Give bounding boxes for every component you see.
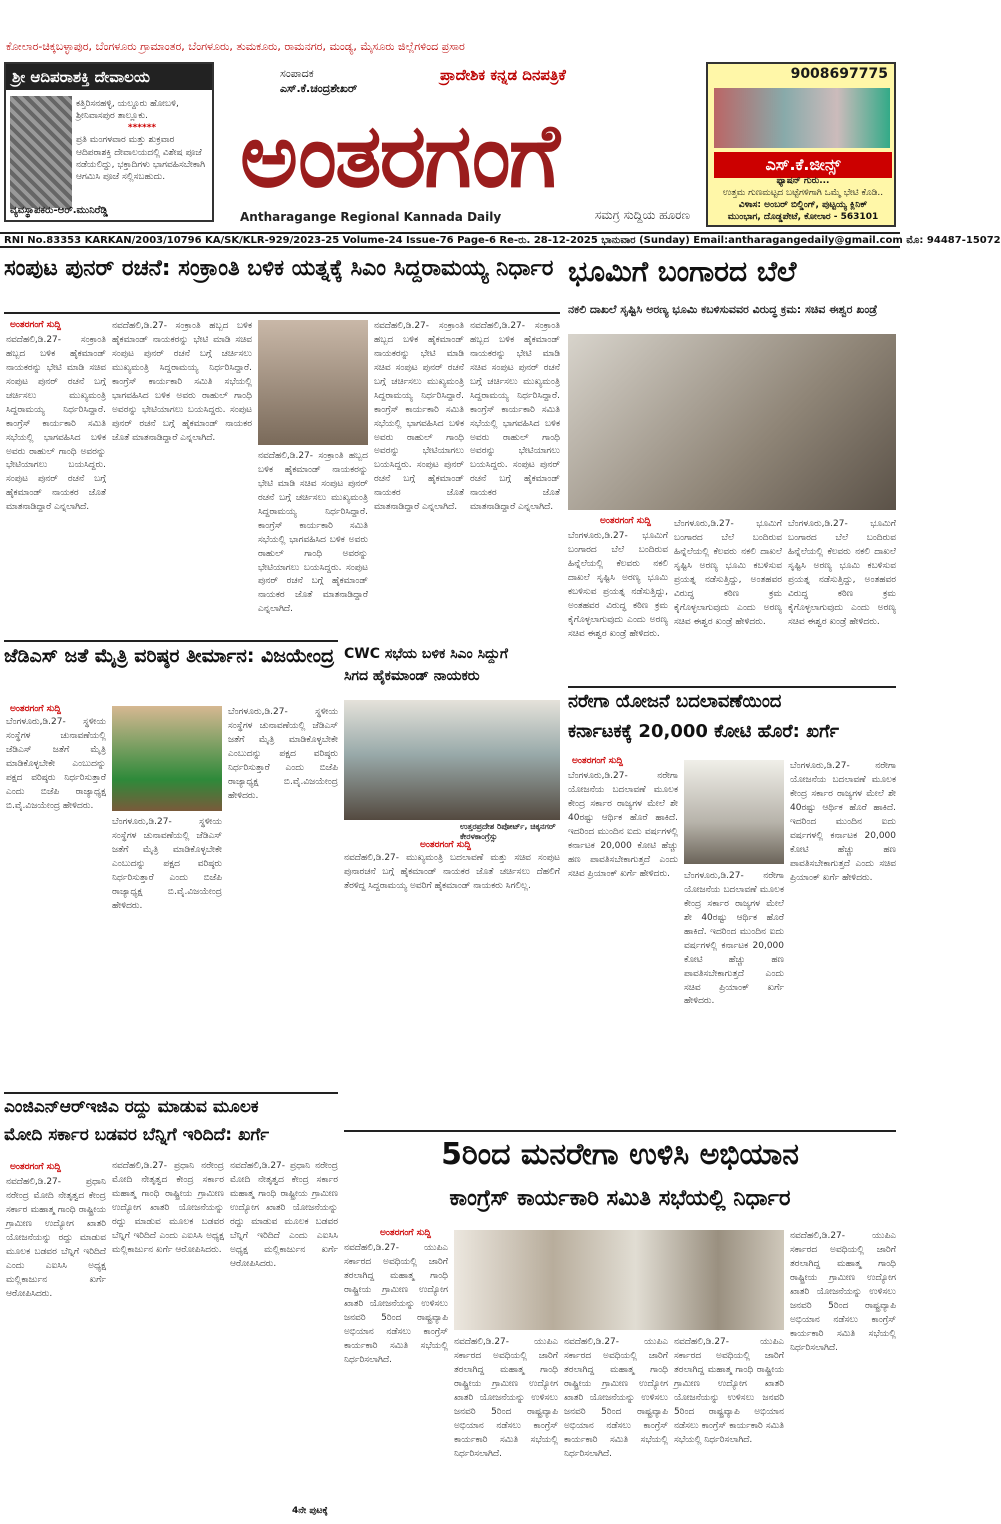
story6-col2: ನವದೆಹಲಿ,ಡಿ.27- ಪ್ರಧಾನಿ ನರೇಂದ್ರ ಮೋದಿ ನೇತೃತ್ವದ ಕೇಂದ್ರ ಸರ್ಕಾರ ಮಹಾತ್ಮ ಗಾಂಧಿ ರಾಷ್ಟ್ರೀಯ ಗ್ರಾಮೀಣ ಉದ್ಯೋಗ ಖಾತರಿ ಯೋಜನೆಯನ್ನು ರದ್ದು ಮಾಡುವ ಮೂಲಕ ಬಡವರ ಬೆನ್ನಿಗೆ ಇರಿದಿದೆ ಎಂದು ಎಐಸಿಸಿ ಅಧ್ಯಕ್ಷ ಮಲ್ಲಿಕಾರ್ಜುನ ಖರ್ಗೆ ಆರೋಪಿಸಿದರು. <box>112 1161 224 1255</box>
story2-col1: ಬೆಂಗಳೂರು,ಡಿ.27- ಭೂಮಿಗೆ ಬಂಗಾರದ ಬೆಲೆ ಬಂದಿರುವ ಹಿನ್ನೆಲೆಯಲ್ಲಿ ಕೆಲವರು ನಕಲಿ ದಾಖಲೆ ಸೃಷ್ಟಿಸಿ ಅರಣ್ಯ ಭೂಮಿ ಕಬಳಿಸುವ ಪ್ರಯತ್ನ ನಡೆಸುತ್ತಿದ್ದು, ಅಂತಹವರ ವಿರುದ್ಧ ಕಠಿಣ ಕ್ರಮ ಕೈಗೊಳ್ಳಲಾಗುವುದು ಎಂದು ಅರಣ್ಯ ಸಚಿವ ಈಶ್ವರ ಖಂಡ್ರೆ ಹೇಳಿದರು. <box>568 531 668 639</box>
ad-line2: ವಿಳಾಸ: ಅಂಬರ್ ಬಿಲ್ಡಿಂಗ್, ಪುಟ್ಟಯ್ಯ ಕ್ಲಿನಿಕ್ <box>738 200 868 210</box>
story7-headline-line2: ಕಾಂಗ್ರೆಸ್ ಕಾರ್ಯಕಾರಿ ಸಮಿತಿ ಸಭೆಯಲ್ಲಿ ನಿರ್ಧಾರ <box>449 1186 791 1211</box>
story2-byline: ಅಂತರಗಂಗೆ ಸುದ್ದಿ <box>600 516 651 526</box>
circulation-line: ಕೋಲಾರ-ಚಿಕ್ಕಬಳ್ಳಾಪುರ, ಬೆಂಗಳೂರು ಗ್ರಾಮಾಂತರ, ಬೆಂಗಳೂರು, ತುಮಕೂರು, ರಾಮನಗರ, ಮಂಡ್ಯ, ಮೈಸೂರು ಜಿಲ್ಲೆಗಳಿಂದ ಪ್ರಸಾರ <box>6 40 465 53</box>
story3-col2: ಬೆಂಗಳೂರು,ಡಿ.27- ಸ್ಥಳೀಯ ಸಂಸ್ಥೆಗಳ ಚುನಾವಣೆಯಲ್ಲಿ ಜೆಡಿಎಸ್ ಜತೆಗೆ ಮೈತ್ರಿ ಮಾಡಿಕೊಳ್ಳಬೇಕೇ ಎಂಬುದನ್ನು ಪಕ್ಷದ ವರಿಷ್ಠರು ನಿರ್ಧರಿಸುತ್ತಾರೆ ಎಂದು ಬಿಜೆಪಿ ರಾಜ್ಯಾಧ್ಯಕ್ಷ ಬಿ.ವೈ.ವಿಜಯೇಂದ್ರ ಹೇಳಿದರು. <box>112 817 222 911</box>
story1-rule <box>4 312 560 314</box>
story4-byline: ಅಂತರಗಂಗೆ ಸುದ್ದಿ <box>420 840 471 850</box>
story6-byline: ಅಂತರಗಂಗೆ ಸುದ್ದಿ <box>10 1162 61 1172</box>
story4-headline-line1: CWC ಸಭೆಯ ಬಳಿಕ ಸಿಎಂ ಸಿದ್ದುಗೆ <box>344 646 508 662</box>
shop-photo <box>714 88 890 148</box>
masthead <box>220 60 700 230</box>
forest-minister-meeting-photo <box>568 334 896 510</box>
ad-line3: ಮುಂಭಾಗ, ದೊಡ್ಡಪೇಟೆ, ಕೋಲಾರ - 563101 <box>727 212 879 222</box>
story1-headline: ಸಂಪುಟ ಪುನರ್ ರಚನೆ: ಸಂಕ್ರಾಂತಿ ಬಳಿಕ ಯತ್ನಕ್ಕೆ ಸಿಎಂ ಸಿದ್ದರಾಮಯ್ಯ ನಿರ್ಧಾರ <box>4 256 554 281</box>
story4-caption: ಉತ್ತರಪ್ರದೇಶ ರಿಪೋರ್ಟ್, ಚಿಕ್ಕನಗರ್ ಕೇರಳಕಾಂಗ್ರೆಸ್ಸು <box>460 822 556 841</box>
story3-col1: ಬೆಂಗಳೂರು,ಡಿ.27- ಸ್ಥಳೀಯ ಸಂಸ್ಥೆಗಳ ಚುನಾವಣೆಯಲ್ಲಿ ಜೆಡಿಎಸ್ ಜತೆಗೆ ಮೈತ್ರಿ ಮಾಡಿಕೊಳ್ಳಬೇಕೇ ಎಂಬುದನ್ನು ಪಕ್ಷದ ವರಿಷ್ಠರು ನಿರ್ಧರಿಸುತ್ತಾರೆ ಎಂದು ಬಿಜೆಪಿ ರಾಜ್ಯಾಧ್ಯಕ್ಷ ಬಿ.ವೈ.ವಿಜಯೇಂದ್ರ ಹೇಳಿದರು. <box>6 717 106 811</box>
story6-headline-line1: ಎಂಜಿಎನ್‌ಆರ್‌ಇಜಿಎ ರದ್ದು ಮಾಡುವ ಮೂಲಕ <box>4 1097 259 1117</box>
ad-sub: ಫ್ಯಾಷನ್ ಗುರು... <box>776 176 830 186</box>
temple-manager: ವ್ಯವಸ್ಥಾಪಕರು-ಆರ್.ಮುನಿರೆಡ್ಡಿ <box>10 205 108 216</box>
editor-block <box>280 66 357 97</box>
story7-byline: ಅಂತರಗಂಗೆ ಸುದ್ದಿ <box>380 1228 431 1238</box>
story7-col4: ನವದೆಹಲಿ,ಡಿ.27- ಯುಪಿಎ ಸರ್ಕಾರದ ಅವಧಿಯಲ್ಲಿ ಜಾರಿಗೆ ತರಲಾಗಿದ್ದ ಮಹಾತ್ಮ ಗಾಂಧಿ ರಾಷ್ಟ್ರೀಯ ಗ್ರಾಮೀಣ ಉದ್ಯೋಗ ಖಾತರಿ ಯೋಜನೆಯನ್ನು ಉಳಿಸಲು ಜನವರಿ 5ರಿಂದ ರಾಷ್ಟ್ರವ್ಯಾಪಿ ಅಭಿಯಾನ ನಡೆಸಲು ಕಾಂಗ್ರೆಸ್ ಕಾರ್ಯಕಾರಿ ಸಮಿತಿ ಸಭೆಯಲ್ಲಿ ನಿರ್ಧರಿಸಲಾಗಿದೆ. <box>674 1337 784 1445</box>
story3-byline: ಅಂತರಗಂಗೆ ಸುದ್ದಿ <box>10 704 61 714</box>
story7-col3: ನವದೆಹಲಿ,ಡಿ.27- ಯುಪಿಎ ಸರ್ಕಾರದ ಅವಧಿಯಲ್ಲಿ ಜಾರಿಗೆ ತರಲಾಗಿದ್ದ ಮಹಾತ್ಮ ಗಾಂಧಿ ರಾಷ್ಟ್ರೀಯ ಗ್ರಾಮೀಣ ಉದ್ಯೋಗ ಖಾತರಿ ಯೋಜನೆಯನ್ನು ಉಳಿಸಲು ಜನವರಿ 5ರಿಂದ ರಾಷ್ಟ್ರವ್ಯಾಪಿ ಅಭಿಯಾನ ನಡೆಸಲು ಕಾಂಗ್ರೆಸ್ ಕಾರ್ಯಕಾರಿ ಸಮಿತಿ ಸಭೆಯಲ್ಲಿ ನಿರ್ಧರಿಸಲಾಗಿದೆ. <box>564 1337 668 1459</box>
kharge-photo <box>684 760 784 864</box>
story5-headline-line2: ಕರ್ನಾಟಕಕ್ಕೆ 20,000 ಕೋಟಿ ಹೊರೆ: ಖರ್ಗೆ <box>568 721 839 742</box>
logo-text: ಅಂತರಗಂಗೆ <box>240 103 558 207</box>
story2-headline: ಭೂಮಿಗೆ ಬಂಗಾರದ ಬೆಲೆ <box>568 255 797 288</box>
story1-col1: ನವದೆಹಲಿ,ಡಿ.27- ಸಂಕ್ರಾಂತಿ ಹಬ್ಬದ ಬಳಿಕ ಹೈಕಮಾಂಡ್ ನಾಯಕರನ್ನು ಭೇಟಿ ಮಾಡಿ ಸಚಿವ ಸಂಪುಟ ಪುನರ್ ರಚನೆ ಬಗ್ಗೆ ಚರ್ಚಿಸಲು ಮುಖ್ಯಮಂತ್ರಿ ಸಿದ್ದರಾಮಯ್ಯ ನಿರ್ಧರಿಸಿದ್ದಾರೆ. ಕಾಂಗ್ರೆಸ್ ಕಾರ್ಯಕಾರಿ ಸಮಿತಿ ಸಭೆಯಲ್ಲಿ ಭಾಗವಹಿಸಿದ ಬಳಿಕ ಅವರು ರಾಹುಲ್ ಗಾಂಧಿ ಅವರನ್ನು ಭೇಟಿಯಾಗಲು ಬಯಸಿದ್ದರು. ಸಂಪುಟ ಪುನರ್ ರಚನೆ ಬಗ್ಗೆ ಹೈಕಮಾಂಡ್ ನಾಯಕರ ಜೊತೆ ಮಾತನಾಡಿದ್ದಾರೆ ಎನ್ನಲಾಗಿದೆ. <box>6 335 106 513</box>
registration-bar: RNI No.83353 KARKAN/2003/10796 KA/SK/KLR-929/2023-25 Volume-24 Issue-76 Page-6 Re-ರು. 28-12-2025 ಭಾನುವಾರ (Sunday) Email:antharagangedaily@gmail.com ಮೊ: 94487-15072 <box>0 232 900 248</box>
top-strip <box>0 0 900 60</box>
story7-col2: ನವದೆಹಲಿ,ಡಿ.27- ಯುಪಿಎ ಸರ್ಕಾರದ ಅವಧಿಯಲ್ಲಿ ಜಾರಿಗೆ ತರಲಾಗಿದ್ದ ಮಹಾತ್ಮ ಗಾಂಧಿ ರಾಷ್ಟ್ರೀಯ ಗ್ರಾಮೀಣ ಉದ್ಯೋಗ ಖಾತರಿ ಯೋಜನೆಯನ್ನು ಉಳಿಸಲು ಜನವರಿ 5ರಿಂದ ರಾಷ್ಟ್ರವ್ಯಾಪಿ ಅಭಿಯಾನ ನಡೆಸಲು ಕಾಂಗ್ರೆಸ್ ಕಾರ್ಯಕಾರಿ ಸಮಿತಿ ಸಭೆಯಲ್ಲಿ ನಿರ್ಧರಿಸಲಾಗಿದೆ. <box>454 1337 558 1459</box>
story6-continued: 4ನೇ ಪುಟಕ್ಕೆ <box>292 1506 328 1516</box>
editor-name: ಎಸ್.ಕೆ.ಚಂದ್ರಶೇಖರ್ <box>280 82 358 96</box>
temple-ad-stars: ****** <box>127 123 157 134</box>
story1-col3: ನವದೆಹಲಿ,ಡಿ.27- ಸಂಕ್ರಾಂತಿ ಹಬ್ಬದ ಬಳಿಕ ಹೈಕಮಾಂಡ್ ನಾಯಕರನ್ನು ಭೇಟಿ ಮಾಡಿ ಸಚಿವ ಸಂಪುಟ ಪುನರ್ ರಚನೆ ಬಗ್ಗೆ ಚರ್ಚಿಸಲು ಮುಖ್ಯಮಂತ್ರಿ ಸಿದ್ದರಾಮಯ್ಯ ನಿರ್ಧರಿಸಿದ್ದಾರೆ. ಕಾಂಗ್ರೆಸ್ ಕಾರ್ಯಕಾರಿ ಸಮಿತಿ ಸಭೆಯಲ್ಲಿ ಭಾಗವಹಿಸಿದ ಬಳಿಕ ಅವರು ರಾಹುಲ್ ಗಾಂಧಿ ಅವರನ್ನು ಭೇಟಿಯಾಗಲು ಬಯಸಿದ್ದರು. ಸಂಪುಟ ಪುನರ್ ರಚನೆ ಬಗ್ಗೆ ಹೈಕಮಾಂಡ್ ನಾಯಕರ ಜೊತೆ ಮಾತನಾಡಿದ್ದಾರೆ ಎನ್ನಲಾಗಿದೆ. <box>258 451 368 615</box>
story7-headline-line1: 5ರಿಂದ ಮನರೇಗಾ ಉಳಿಸಿ ಅಭಿಯಾನ <box>441 1137 799 1172</box>
story5-col3: ಬೆಂಗಳೂರು,ಡಿ.27- ನರೇಗಾ ಯೋಜನೆಯ ಬದಲಾವಣೆ ಮೂಲಕ ಕೇಂದ್ರ ಸರ್ಕಾರ ರಾಜ್ಯಗಳ ಮೇಲೆ ಶೇ 40ರಷ್ಟು ಆರ್ಥಿಕ ಹೊರೆ ಹಾಕಿದೆ. ಇದರಿಂದ ಮುಂದಿನ ಐದು ವರ್ಷಗಳಲ್ಲಿ ಕರ್ನಾಟಕ 20,000 ಕೋಟಿ ಹೆಚ್ಚು ಹಣ ಪಾವತಿಸಬೇಕಾಗುತ್ತದೆ ಎಂದು ಸಚಿವ ಪ್ರಿಯಾಂಕ್ ಖರ್ಗೆ ಹೇಳಿದರು. <box>790 761 896 883</box>
story1-col2: ನವದೆಹಲಿ,ಡಿ.27- ಸಂಕ್ರಾಂತಿ ಹಬ್ಬದ ಬಳಿಕ ಹೈಕಮಾಂಡ್ ನಾಯಕರನ್ನು ಭೇಟಿ ಮಾಡಿ ಸಚಿವ ಸಂಪುಟ ಪುನರ್ ರಚನೆ ಬಗ್ಗೆ ಚರ್ಚಿಸಲು ಮುಖ್ಯಮಂತ್ರಿ ಸಿದ್ದರಾಮಯ್ಯ ನಿರ್ಧರಿಸಿದ್ದಾರೆ. ಕಾಂಗ್ರೆಸ್ ಕಾರ್ಯಕಾರಿ ಸಮಿತಿ ಸಭೆಯಲ್ಲಿ ಭಾಗವಹಿಸಿದ ಬಳಿಕ ಅವರು ರಾಹುಲ್ ಗಾಂಧಿ ಅವರನ್ನು ಭೇಟಿಯಾಗಲು ಬಯಸಿದ್ದರು. ಸಂಪುಟ ಪುನರ್ ರಚನೆ ಬಗ್ಗೆ ಹೈಕಮಾಂಡ್ ನಾಯಕರ ಜೊತೆ ಮಾತನಾಡಿದ್ದಾರೆ ಎನ್ನಲಾಗಿದೆ. <box>112 321 252 443</box>
english-title: Antharagange Regional Kannada Daily <box>240 210 502 224</box>
ad-line1: ಉತ್ತಮ ಗುಣಮಟ್ಟದ ಬಟ್ಟೆಗಳಿಗಾಗಿ ಒಮ್ಮೆ ಭೇಟಿ ಕೊಡಿ.. <box>722 188 884 198</box>
story3-col3: ಬೆಂಗಳೂರು,ಡಿ.27- ಸ್ಥಳೀಯ ಸಂಸ್ಥೆಗಳ ಚುನಾವಣೆಯಲ್ಲಿ ಜೆಡಿಎಸ್ ಜತೆಗೆ ಮೈತ್ರಿ ಮಾಡಿಕೊಳ್ಳಬೇಕೇ ಎಂಬುದನ್ನು ಪಕ್ಷದ ವರಿಷ್ಠರು ನಿರ್ಧರಿಸುತ್ತಾರೆ ಎಂದು ಬಿಜೆಪಿ ರಾಜ್ಯಾಧ್ಯಕ್ಷ ಬಿ.ವೈ.ವಿಜಯೇಂದ್ರ ಹೇಳಿದರು. <box>228 707 338 801</box>
story4-body: ನವದೆಹಲಿ,ಡಿ.27- ಮುಖ್ಯಮಂತ್ರಿ ಬದಲಾವಣೆ ಮತ್ತು ಸಚಿವ ಸಂಪುಟ ಪುನಾರಚನೆ ಬಗ್ಗೆ ಹೈಕಮಾಂಡ್ ನಾಯಕರ ಜೊತೆ ಚರ್ಚಿಸಲು ದೆಹಲಿಗೆ ತೆರಳಿದ್ದ ಸಿದ್ದರಾಮಯ್ಯ ಅವರಿಗೆ ಹೈಕಮಾಂಡ್ ನಾಯಕರು ಸಿಗಲಿಲ್ಲ. <box>344 853 560 891</box>
story3-rule <box>4 640 338 642</box>
story3-headline: ಜೆಡಿಎಸ್ ಜತೆ ಮೈತ್ರಿ ವರಿಷ್ಠರ ತೀರ್ಮಾನ: ವಿಜಯೇಂದ್ರ <box>4 645 335 667</box>
story7-col5: ನವದೆಹಲಿ,ಡಿ.27- ಯುಪಿಎ ಸರ್ಕಾರದ ಅವಧಿಯಲ್ಲಿ ಜಾರಿಗೆ ತರಲಾಗಿದ್ದ ಮಹಾತ್ಮ ಗಾಂಧಿ ರಾಷ್ಟ್ರೀಯ ಗ್ರಾಮೀಣ ಉದ್ಯೋಗ ಖಾತರಿ ಯೋಜನೆಯನ್ನು ಉಳಿಸಲು ಜನವರಿ 5ರಿಂದ ರಾಷ್ಟ್ರವ್ಯಾಪಿ ಅಭಿಯಾನ ನಡೆಸಲು ಕಾಂಗ್ರೆಸ್ ಕಾರ್ಯಕಾರಿ ಸಮಿತಿ ಸಭೆಯಲ್ಲಿ ನಿರ್ಧರಿಸಲಾಗಿದೆ. <box>790 1231 896 1353</box>
vijayendra-photo <box>112 706 222 811</box>
story1-byline: ಅಂತರಗಂಗೆ ಸುದ್ದಿ <box>10 320 61 330</box>
temple-ad-text <box>76 98 208 183</box>
story6-headline-line2: ಮೋದಿ ಸರ್ಕಾರ ಬಡವರ ಬೆನ್ನಿಗೆ ಇರಿದಿದೆ: ಖರ್ಗೆ <box>4 1125 270 1145</box>
story5-rule <box>568 686 896 688</box>
temple-ad-body: ಪ್ರತಿ ಮಂಗಳವಾರ ಮತ್ತು ಶುಕ್ರವಾರ ಆದಿಪರಾಶಕ್ತಿ ದೇವಾಲಯದಲ್ಲಿ ವಿಶೇಷ ಪೂಜೆ ನಡೆಯಲಿದ್ದು, ಭಕ್ತಾದಿಗಳು ಭಾಗವಹಿಸಬೇಕಾಗಿ ಆಗಮಿಸಿ ಪೂಜೆ ಸಲ್ಲಿಸಬಹುದು. <box>76 135 206 182</box>
story6-rule <box>4 1092 338 1094</box>
cwc-meeting-photo <box>344 700 560 820</box>
jeans-advertisement <box>706 62 896 227</box>
cwc-group-photo <box>454 1230 784 1330</box>
editor-label: ಸಂಪಾದಕ <box>280 67 314 80</box>
deity-image <box>10 96 72 208</box>
story2-col3: ಬೆಂಗಳೂರು,ಡಿ.27- ಭೂಮಿಗೆ ಬಂಗಾರದ ಬೆಲೆ ಬಂದಿರುವ ಹಿನ್ನೆಲೆಯಲ್ಲಿ ಕೆಲವರು ನಕಲಿ ದಾಖಲೆ ಸೃಷ್ಟಿಸಿ ಅರಣ್ಯ ಭೂಮಿ ಕಬಳಿಸುವ ಪ್ರಯತ್ನ ನಡೆಸುತ್ತಿದ್ದು, ಅಂತಹವರ ವಿರುದ್ಧ ಕಠಿಣ ಕ್ರಮ ಕೈಗೊಳ್ಳಲಾಗುವುದು ಎಂದು ಅರಣ್ಯ ಸಚಿವ ಈಶ್ವರ ಖಂಡ್ರೆ ಹೇಳಿದರು. <box>788 519 896 627</box>
story7-col1: ನವದೆಹಲಿ,ಡಿ.27- ಯುಪಿಎ ಸರ್ಕಾರದ ಅವಧಿಯಲ್ಲಿ ಜಾರಿಗೆ ತರಲಾಗಿದ್ದ ಮಹಾತ್ಮ ಗಾಂಧಿ ರಾಷ್ಟ್ರೀಯ ಗ್ರಾಮೀಣ ಉದ್ಯೋಗ ಖಾತರಿ ಯೋಜನೆಯನ್ನು ಉಳಿಸಲು ಜನವರಿ 5ರಿಂದ ರಾಷ್ಟ್ರವ್ಯಾಪಿ ಅಭಿಯಾನ ನಡೆಸಲು ಕಾಂಗ್ರೆಸ್ ಕಾರ್ಯಕಾರಿ ಸಮಿತಿ ಸಭೆಯಲ್ಲಿ ನಿರ್ಧರಿಸಲಾಗಿದೆ. <box>344 1243 448 1365</box>
story1-col4: ನವದೆಹಲಿ,ಡಿ.27- ಸಂಕ್ರಾಂತಿ ಹಬ್ಬದ ಬಳಿಕ ಹೈಕಮಾಂಡ್ ನಾಯಕರನ್ನು ಭೇಟಿ ಮಾಡಿ ಸಚಿವ ಸಂಪುಟ ಪುನರ್ ರಚನೆ ಬಗ್ಗೆ ಚರ್ಚಿಸಲು ಮುಖ್ಯಮಂತ್ರಿ ಸಿದ್ದರಾಮಯ್ಯ ನಿರ್ಧರಿಸಿದ್ದಾರೆ. ಕಾಂಗ್ರೆಸ್ ಕಾರ್ಯಕಾರಿ ಸಮಿತಿ ಸಭೆಯಲ್ಲಿ ಭಾಗವಹಿಸಿದ ಬಳಿಕ ಅವರು ರಾಹುಲ್ ಗಾಂಧಿ ಅವರನ್ನು ಭೇಟಿಯಾಗಲು ಬಯಸಿದ್ದರು. ಸಂಪುಟ ಪುನರ್ ರಚನೆ ಬಗ್ಗೆ ಹೈಕಮಾಂಡ್ ನಾಯಕರ ಜೊತೆ ಮಾತನಾಡಿದ್ದಾರೆ ಎನ್ನಲಾಗಿದೆ. <box>374 321 464 513</box>
ad-phone: 9008697775 <box>790 66 888 82</box>
siddaramaiah-photo <box>258 320 368 445</box>
newspaper-logo <box>240 100 700 210</box>
masthead-tagline: ಪ್ರಾದೇಶಿಕ ಕನ್ನಡ ದಿನಪತ್ರಿಕೆ <box>440 66 566 84</box>
story6-col3: ನವದೆಹಲಿ,ಡಿ.27- ಪ್ರಧಾನಿ ನರೇಂದ್ರ ಮೋದಿ ನೇತೃತ್ವದ ಕೇಂದ್ರ ಸರ್ಕಾರ ಮಹಾತ್ಮ ಗಾಂಧಿ ರಾಷ್ಟ್ರೀಯ ಗ್ರಾಮೀಣ ಉದ್ಯೋಗ ಖಾತರಿ ಯೋಜನೆಯನ್ನು ರದ್ದು ಮಾಡುವ ಮೂಲಕ ಬಡವರ ಬೆನ್ನಿಗೆ ಇರಿದಿದೆ ಎಂದು ಎಐಸಿಸಿ ಅಧ್ಯಕ್ಷ ಮಲ್ಲಿಕಾರ್ಜುನ ಖರ್ಗೆ ಆರೋಪಿಸಿದರು. <box>230 1161 338 1269</box>
story2-subheadline: ನಕಲಿ ದಾಖಲೆ ಸೃಷ್ಟಿಸಿ ಅರಣ್ಯ ಭೂಮಿ ಕಬಳಿಸುವವರ ವಿರುದ್ಧ ಕ್ರಮ: ಸಚಿವ ಈಶ್ವರ ಖಂಡ್ರೆ <box>568 303 878 316</box>
story4-headline-line2: ಸಿಗದ ಹೈಕಮಾಂಡ್ ನಾಯಕರು <box>344 668 480 684</box>
story1-col5: ನವದೆಹಲಿ,ಡಿ.27- ಸಂಕ್ರಾಂತಿ ಹಬ್ಬದ ಬಳಿಕ ಹೈಕಮಾಂಡ್ ನಾಯಕರನ್ನು ಭೇಟಿ ಮಾಡಿ ಸಚಿವ ಸಂಪುಟ ಪುನರ್ ರಚನೆ ಬಗ್ಗೆ ಚರ್ಚಿಸಲು ಮುಖ್ಯಮಂತ್ರಿ ಸಿದ್ದರಾಮಯ್ಯ ನಿರ್ಧರಿಸಿದ್ದಾರೆ. ಕಾಂಗ್ರೆಸ್ ಕಾರ್ಯಕಾರಿ ಸಮಿತಿ ಸಭೆಯಲ್ಲಿ ಭಾಗವಹಿಸಿದ ಬಳಿಕ ಅವರು ರಾಹುಲ್ ಗಾಂಧಿ ಅವರನ್ನು ಭೇಟಿಯಾಗಲು ಬಯಸಿದ್ದರು. ಸಂಪುಟ ಪುನರ್ ರಚನೆ ಬಗ್ಗೆ ಹೈಕಮಾಂಡ್ ನಾಯಕರ ಜೊತೆ ಮಾತನಾಡಿದ್ದಾರೆ ಎನ್ನಲಾಗಿದೆ. <box>470 321 560 513</box>
story6-col1: ನವದೆಹಲಿ,ಡಿ.27- ಪ್ರಧಾನಿ ನರೇಂದ್ರ ಮೋದಿ ನೇತೃತ್ವದ ಕೇಂದ್ರ ಸರ್ಕಾರ ಮಹಾತ್ಮ ಗಾಂಧಿ ರಾಷ್ಟ್ರೀಯ ಗ್ರಾಮೀಣ ಉದ್ಯೋಗ ಖಾತರಿ ಯೋಜನೆಯನ್ನು ರದ್ದು ಮಾಡುವ ಮೂಲಕ ಬಡವರ ಬೆನ್ನಿಗೆ ಇರಿದಿದೆ ಎಂದು ಎಐಸಿಸಿ ಅಧ್ಯಕ್ಷ ಮಲ್ಲಿಕಾರ್ಜುನ ಖರ್ಗೆ ಆರೋಪಿಸಿದರು. <box>6 1177 106 1299</box>
masthead-slogan: ಸಮಗ್ರ ಸುದ್ದಿಯ ಹೂರಣ <box>594 208 690 222</box>
story2-col2: ಬೆಂಗಳೂರು,ಡಿ.27- ಭೂಮಿಗೆ ಬಂಗಾರದ ಬೆಲೆ ಬಂದಿರುವ ಹಿನ್ನೆಲೆಯಲ್ಲಿ ಕೆಲವರು ನಕಲಿ ದಾಖಲೆ ಸೃಷ್ಟಿಸಿ ಅರಣ್ಯ ಭೂಮಿ ಕಬಳಿಸುವ ಪ್ರಯತ್ನ ನಡೆಸುತ್ತಿದ್ದು, ಅಂತಹವರ ವಿರುದ್ಧ ಕಠಿಣ ಕ್ರಮ ಕೈಗೊಳ್ಳಲಾಗುವುದು ಎಂದು ಅರಣ್ಯ ಸಚಿವ ಈಶ್ವರ ಖಂಡ್ರೆ ಹೇಳಿದರು. <box>674 519 782 627</box>
story5-col1: ಬೆಂಗಳೂರು,ಡಿ.27- ನರೇಗಾ ಯೋಜನೆಯ ಬದಲಾವಣೆ ಮೂಲಕ ಕೇಂದ್ರ ಸರ್ಕಾರ ರಾಜ್ಯಗಳ ಮೇಲೆ ಶೇ 40ರಷ್ಟು ಆರ್ಥಿಕ ಹೊರೆ ಹಾಕಿದೆ. ಇದರಿಂದ ಮುಂದಿನ ಐದು ವರ್ಷಗಳಲ್ಲಿ ಕರ್ನಾಟಕ 20,000 ಕೋಟಿ ಹೆಚ್ಚು ಹಣ ಪಾವತಿಸಬೇಕಾಗುತ್ತದೆ ಎಂದು ಸಚಿವ ಪ್ರಿಯಾಂಕ್ ಖರ್ಗೆ ಹೇಳಿದರು. <box>568 771 678 879</box>
story7-rule <box>344 1130 896 1132</box>
temple-advertisement <box>4 62 214 222</box>
story5-byline: ಅಂತರಗಂಗೆ ಸುದ್ದಿ <box>572 756 623 766</box>
temple-ad-title: ಶ್ರೀ ಆದಿಪರಾಶಕ್ತಿ ದೇವಾಲಯ <box>6 64 212 90</box>
story5-col2: ಬೆಂಗಳೂರು,ಡಿ.27- ನರೇಗಾ ಯೋಜನೆಯ ಬದಲಾವಣೆ ಮೂಲಕ ಕೇಂದ್ರ ಸರ್ಕಾರ ರಾಜ್ಯಗಳ ಮೇಲೆ ಶೇ 40ರಷ್ಟು ಆರ್ಥಿಕ ಹೊರೆ ಹಾಕಿದೆ. ಇದರಿಂದ ಮುಂದಿನ ಐದು ವರ್ಷಗಳಲ್ಲಿ ಕರ್ನಾಟಕ 20,000 ಕೋಟಿ ಹೆಚ್ಚು ಹಣ ಪಾವತಿಸಬೇಕಾಗುತ್ತದೆ ಎಂದು ಸಚಿವ ಪ್ರಿಯಾಂಕ್ ಖರ್ಗೆ ಹೇಳಿದರು. <box>684 871 784 1007</box>
story5-headline-line1: ನರೇಗಾ ಯೋಜನೆ ಬದಲಾವಣೆಯಿಂದ <box>568 691 782 712</box>
temple-address: ಕತ್ತಿರಿಸನಹಳ್ಳಿ, ಯಲ್ದೂರು ಹೋಬಳಿ, ಶ್ರೀನಿವಾಸಪುರ ತಾಲ್ಲೂಕು. <box>76 99 179 122</box>
ad-brand: ಎಸ್.ಕೆ.ಜೀನ್ಸ್ <box>714 152 892 178</box>
